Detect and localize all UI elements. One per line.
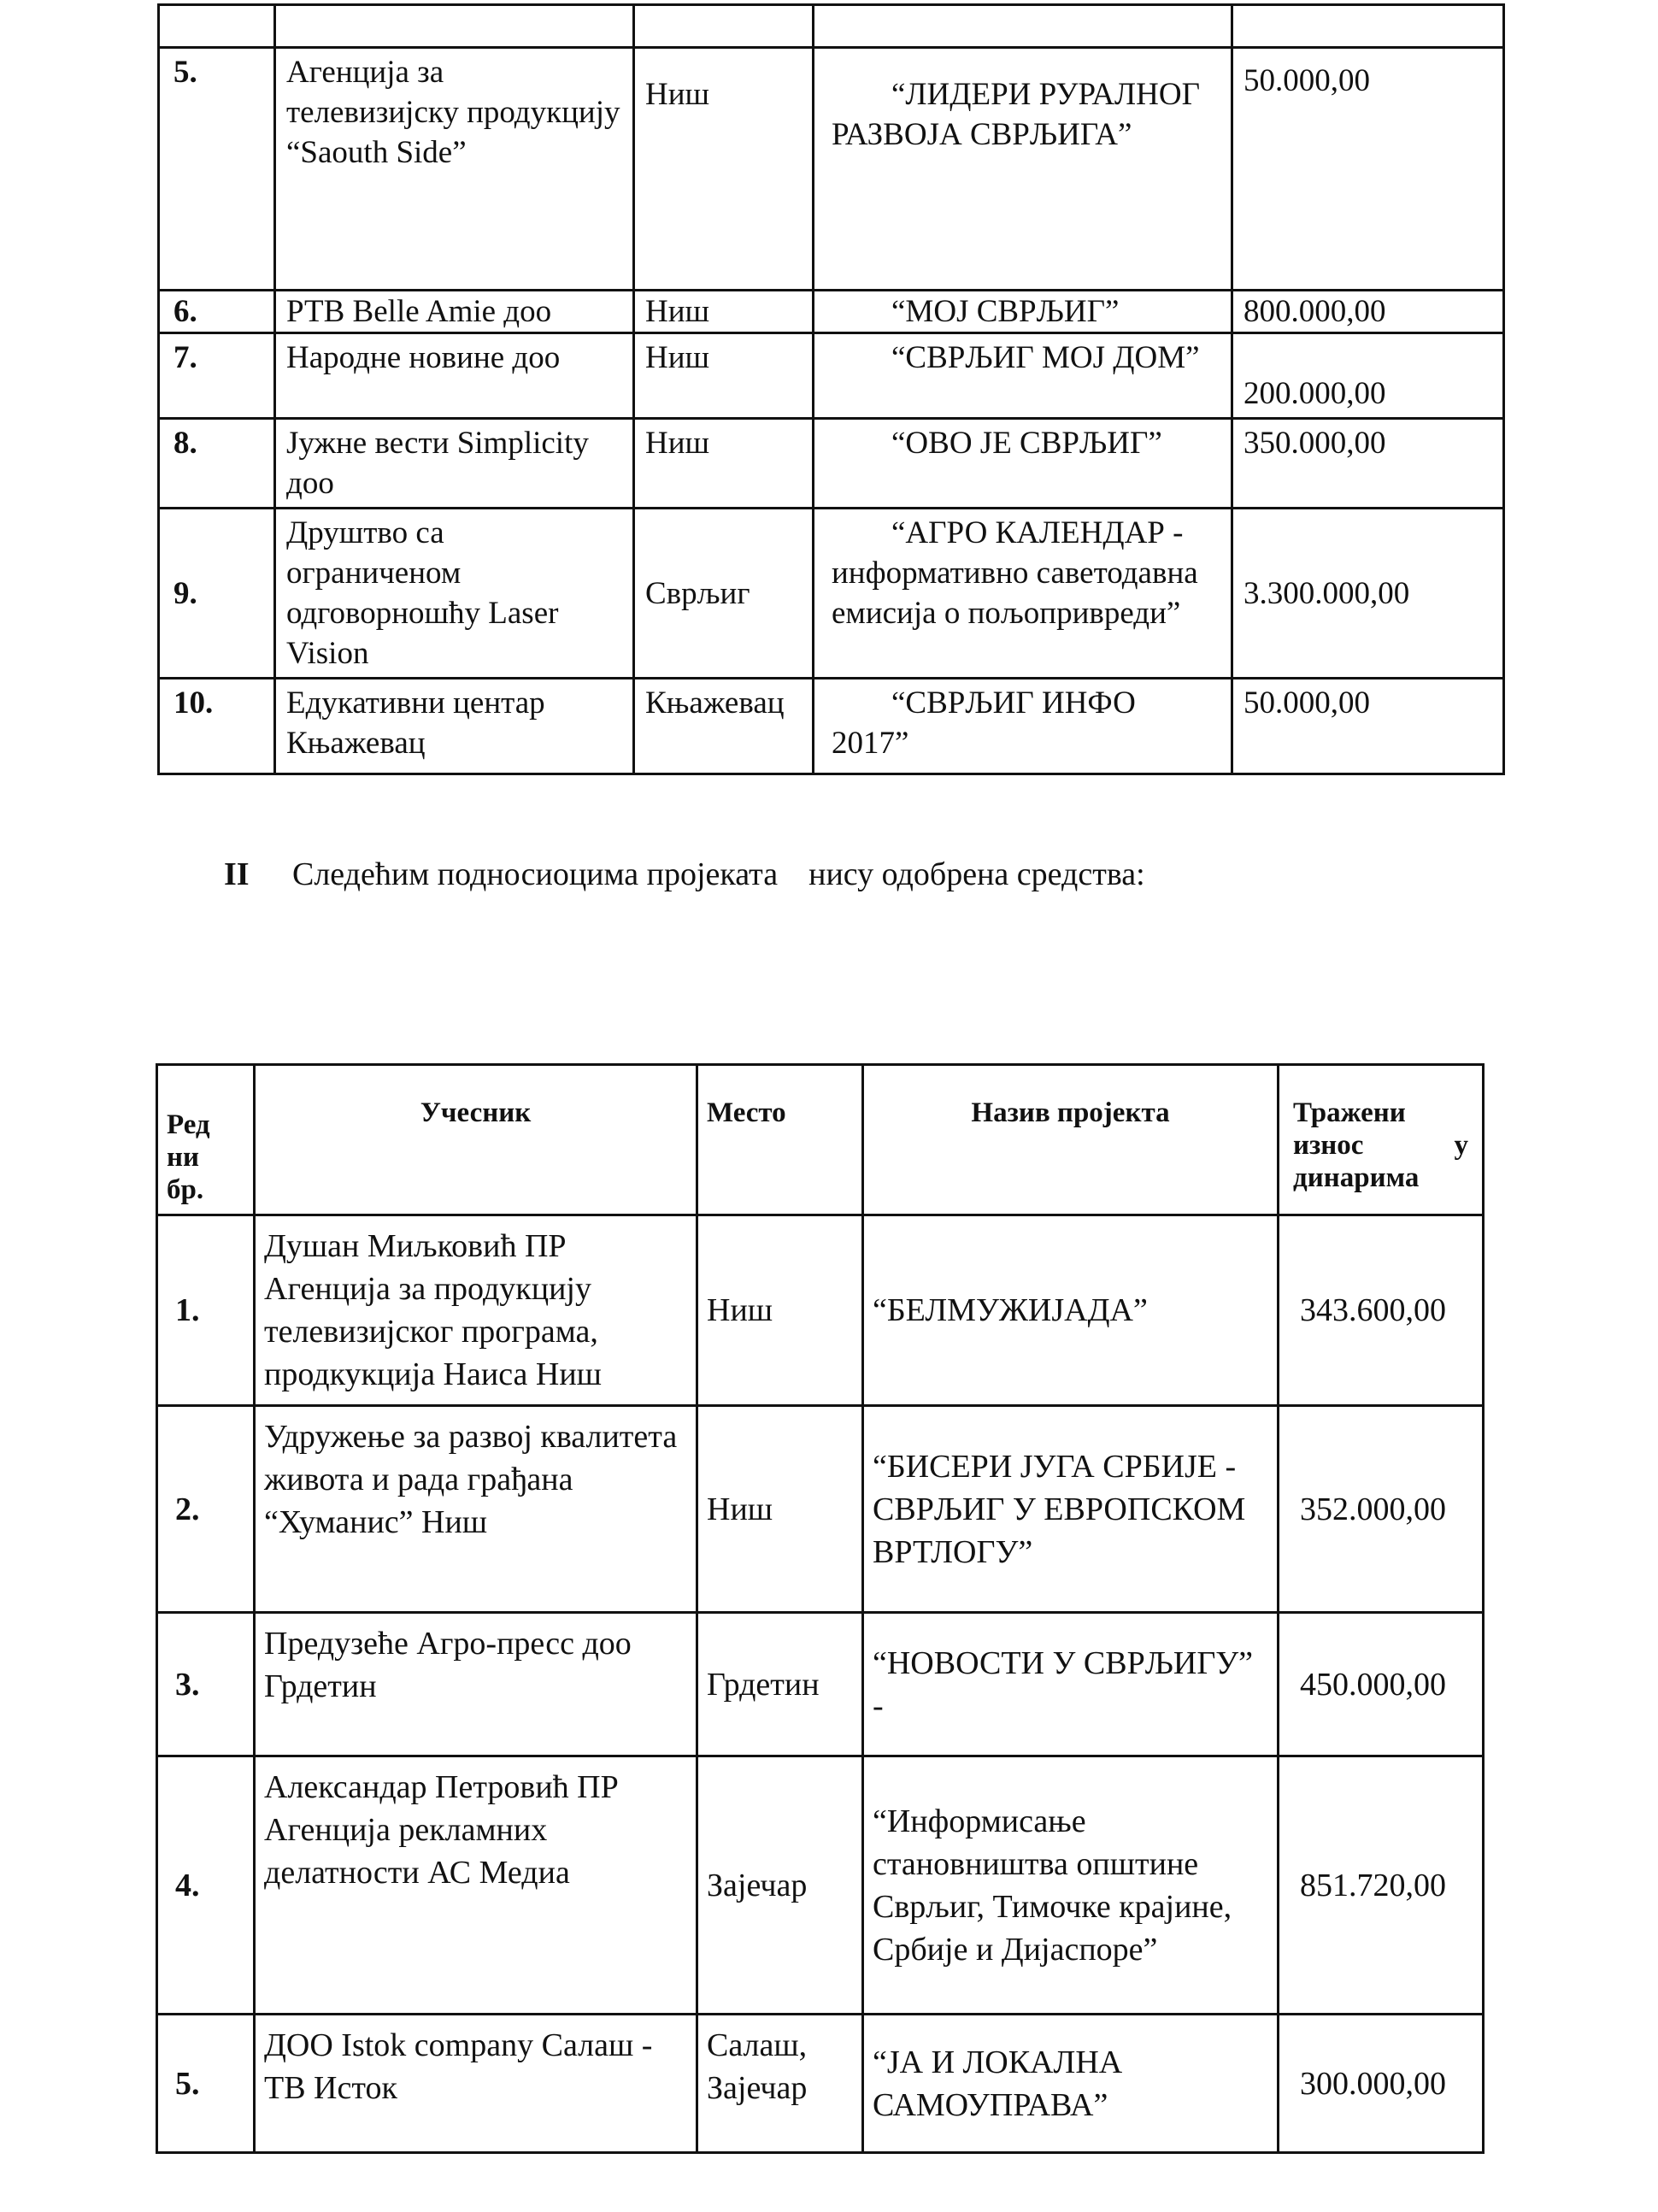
section-text-part-b: нису одобрена средства: bbox=[808, 856, 1145, 892]
amount-cell: 50.000,00 bbox=[1232, 48, 1504, 291]
participant-cell: РТВ Belle Amie доо bbox=[275, 291, 634, 333]
participant-cell: ДОО Istok company Салаш - ТВ Исток bbox=[255, 2015, 697, 2153]
place-cell: Ниш bbox=[634, 419, 814, 509]
table-row bbox=[157, 1613, 1484, 1756]
project-cell: “МОЈ СВРЉИГ” bbox=[814, 291, 1232, 333]
section-heading bbox=[224, 853, 1145, 896]
table-row bbox=[159, 48, 1504, 291]
amount-cell: 352.000,00 bbox=[1279, 1406, 1484, 1613]
row-number: 2. bbox=[157, 1406, 255, 1613]
table-row bbox=[157, 1406, 1484, 1613]
row-number: 4. bbox=[157, 1756, 255, 2015]
amount-cell: 851.720,00 bbox=[1279, 1756, 1484, 2015]
participant-cell: Агенција за телевизијску продукцију “Saouth Side” bbox=[275, 48, 634, 291]
place-cell: Сврљиг bbox=[634, 509, 814, 679]
table-row bbox=[157, 2015, 1484, 2153]
header-project: Назив пројекта bbox=[863, 1065, 1279, 1215]
header-participant: Учесник bbox=[255, 1065, 697, 1215]
row-number: 8. bbox=[159, 419, 275, 509]
row-number: 6. bbox=[159, 291, 275, 333]
place-cell: Ниш bbox=[697, 1406, 863, 1613]
rejected-projects-table bbox=[156, 1063, 1485, 2154]
header-place: Место bbox=[697, 1065, 863, 1215]
place-cell: Грдетин bbox=[697, 1613, 863, 1756]
project-cell: “НОВОСТИ У СВРЉИГУ” - bbox=[863, 1613, 1279, 1756]
project-cell: “ЈА И ЛОКАЛНА САМОУПРАВА” bbox=[863, 2015, 1279, 2153]
participant-cell: Душан Миљковић ПР Агенција за продукцију телевизијског програма, продкукција Наиса Ниш bbox=[255, 1215, 697, 1406]
participant-cell: Удружење за развој квалитета живота и рада грађана “Хуманис” Ниш bbox=[255, 1406, 697, 1613]
table-header-row-empty bbox=[159, 5, 1504, 48]
place-cell: Ниш bbox=[697, 1215, 863, 1406]
participant-cell: Едукативни центар Књажевац bbox=[275, 679, 634, 774]
row-number: 7. bbox=[159, 333, 275, 419]
section-text-part-a: Следећим подносиоцима пројеката bbox=[292, 856, 779, 892]
row-number: 9. bbox=[159, 509, 275, 679]
place-cell: Зајечар bbox=[697, 1756, 863, 2015]
row-number: 5. bbox=[157, 2015, 255, 2153]
participant-cell: Предузеће Агро-пресс доо Грдетин bbox=[255, 1613, 697, 1756]
place-cell: Ниш bbox=[634, 333, 814, 419]
header-row-number: Ред ни бр. bbox=[157, 1065, 255, 1215]
amount-cell: 800.000,00 bbox=[1232, 291, 1504, 333]
place-cell: Ниш bbox=[634, 291, 814, 333]
project-cell: “АГРО КАЛЕНДАР - информативно саветодавна емисија о пољопривреди” bbox=[814, 509, 1232, 679]
table-row bbox=[159, 679, 1504, 774]
participant-cell: Друштво са ограниченом одговорношћу Laser Vision bbox=[275, 509, 634, 679]
project-cell: “Информисање становништва општине Сврљиг, Тимочке крајине, Србије и Дијаспоре” bbox=[863, 1756, 1279, 2015]
project-cell: “СВРЉИГ ИНФО 2017” bbox=[814, 679, 1232, 774]
header-amount: Тражени износ у динарима bbox=[1279, 1065, 1484, 1215]
amount-cell: 350.000,00 bbox=[1232, 419, 1504, 509]
place-cell: Салаш, Зајечар bbox=[697, 2015, 863, 2153]
table-row bbox=[157, 1756, 1484, 2015]
amount-cell: 450.000,00 bbox=[1279, 1613, 1484, 1756]
amount-cell: 200.000,00 bbox=[1232, 333, 1504, 419]
row-number: 5. bbox=[159, 48, 275, 291]
section-roman-numeral: II bbox=[224, 856, 250, 892]
table-header-row bbox=[157, 1065, 1484, 1215]
project-cell: “БЕЛМУЖИЈАДА” bbox=[863, 1215, 1279, 1406]
amount-cell: 3.300.000,00 bbox=[1232, 509, 1504, 679]
project-cell: “СВРЉИГ МОЈ ДОМ” bbox=[814, 333, 1232, 419]
participant-cell: Александар Петровић ПР Агенција рекламних делатности АС Медиа bbox=[255, 1756, 697, 2015]
row-number: 1. bbox=[157, 1215, 255, 1406]
amount-cell: 300.000,00 bbox=[1279, 2015, 1484, 2153]
table-row bbox=[159, 333, 1504, 419]
place-cell: Књажевац bbox=[634, 679, 814, 774]
place-cell: Ниш bbox=[634, 48, 814, 291]
participant-cell: Јужне вести Simplicity доо bbox=[275, 419, 634, 509]
table-row bbox=[159, 509, 1504, 679]
project-cell: “ОВО ЈЕ СВРЉИГ” bbox=[814, 419, 1232, 509]
amount-cell: 343.600,00 bbox=[1279, 1215, 1484, 1406]
amount-cell: 50.000,00 bbox=[1232, 679, 1504, 774]
participant-cell: Народне новине доо bbox=[275, 333, 634, 419]
funded-projects-table bbox=[157, 3, 1505, 775]
row-number: 3. bbox=[157, 1613, 255, 1756]
project-cell: “БИСЕРИ ЈУГА СРБИЈЕ - СВРЉИГ У ЕВРОПСКОМ ВРТЛОГУ” bbox=[863, 1406, 1279, 1613]
table-row bbox=[159, 291, 1504, 333]
project-cell: “ЛИДЕРИ РУРАЛНОГ РАЗВОЈА СВРЉИГА” bbox=[814, 48, 1232, 291]
row-number: 10. bbox=[159, 679, 275, 774]
table-row bbox=[159, 419, 1504, 509]
table-row bbox=[157, 1215, 1484, 1406]
